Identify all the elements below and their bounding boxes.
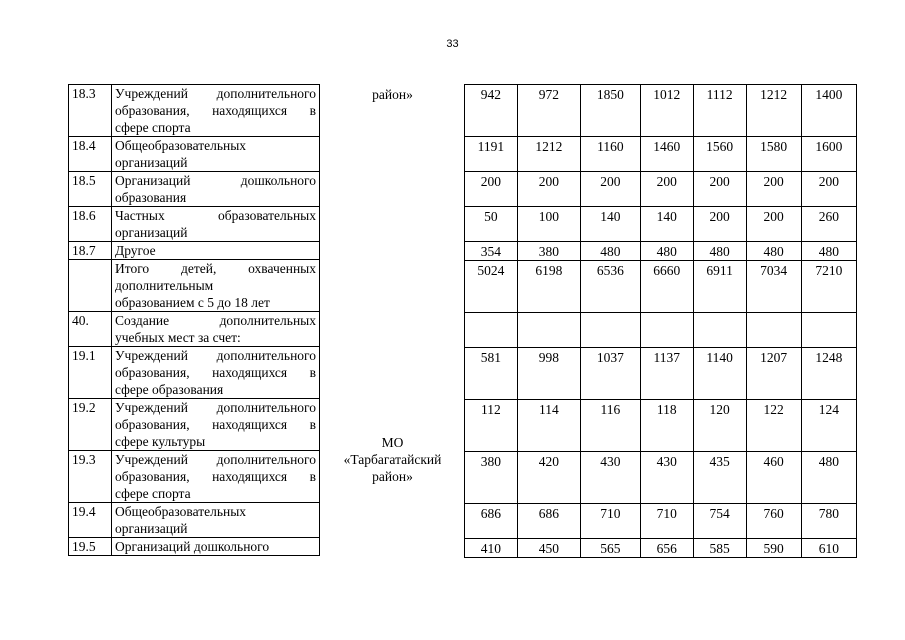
value-cell: 686 (465, 504, 518, 539)
table-row (69, 538, 320, 556)
municipality-name (320, 434, 465, 485)
description-line: Частных образовательных (115, 208, 316, 223)
description-line: организаций (115, 521, 188, 536)
table-row (465, 261, 857, 313)
value-cell: 1191 (465, 137, 518, 172)
table-row (465, 207, 857, 242)
value-cell: 380 (465, 452, 518, 504)
value-cell: 120 (693, 400, 746, 452)
table-row (69, 347, 320, 399)
value-cell: 610 (801, 539, 856, 558)
table-row (465, 504, 857, 539)
value-cell: 1037 (580, 348, 640, 400)
row-number (69, 260, 112, 312)
row-number: 19.3 (69, 451, 112, 503)
row-number: 18.7 (69, 242, 112, 260)
value-cell: 6536 (580, 261, 640, 313)
value-cell: 1850 (580, 85, 640, 137)
value-cell (693, 313, 746, 348)
value-cell: 50 (465, 207, 518, 242)
row-description (112, 172, 320, 207)
value-cell: 1400 (801, 85, 856, 137)
table-row (465, 172, 857, 207)
row-description (112, 503, 320, 538)
row-number: 19.1 (69, 347, 112, 399)
value-cell: 710 (580, 504, 640, 539)
value-cell: 754 (693, 504, 746, 539)
value-cell: 1160 (580, 137, 640, 172)
value-cell: 1460 (640, 137, 693, 172)
description-line: Учреждений дополнительного (115, 452, 316, 467)
value-cell: 480 (580, 242, 640, 261)
description-line: Организаций дошкольного (115, 173, 316, 188)
value-cell: 380 (517, 242, 580, 261)
table-row (69, 242, 320, 260)
municipality-line: район» (372, 469, 413, 484)
row-number: 18.3 (69, 85, 112, 137)
value-cell (517, 313, 580, 348)
table-row (465, 452, 857, 504)
page-number: 33 (446, 38, 459, 50)
description-line: Общеобразовательных (115, 504, 247, 519)
row-number: 40. (69, 312, 112, 347)
table-row (465, 85, 857, 137)
description-line: сфере образования (115, 382, 224, 397)
table-row (69, 312, 320, 347)
table-row (465, 400, 857, 452)
value-cell: 122 (746, 400, 801, 452)
value-cell: 6198 (517, 261, 580, 313)
value-cell: 140 (580, 207, 640, 242)
value-cell: 200 (640, 172, 693, 207)
value-cell: 200 (580, 172, 640, 207)
description-line: Общеобразовательных (115, 138, 247, 153)
value-cell: 6660 (640, 261, 693, 313)
value-cell: 112 (465, 400, 518, 452)
value-cell: 200 (517, 172, 580, 207)
value-cell: 1580 (746, 137, 801, 172)
description-line: образованием с 5 до 18 лет (115, 295, 270, 310)
row-number: 19.4 (69, 503, 112, 538)
value-cell: 6911 (693, 261, 746, 313)
value-cell: 200 (746, 172, 801, 207)
value-cell: 100 (517, 207, 580, 242)
table-row (465, 242, 857, 261)
value-cell: 114 (517, 400, 580, 452)
value-cell (640, 313, 693, 348)
value-cell: 780 (801, 504, 856, 539)
municipality-line: «Тарбагатайский (343, 452, 442, 467)
row-number: 18.5 (69, 172, 112, 207)
row-description (112, 85, 320, 137)
row-description (112, 260, 320, 312)
value-cell: 354 (465, 242, 518, 261)
table-row (465, 137, 857, 172)
description-line: образования, находящихся в (115, 103, 316, 118)
value-cell: 686 (517, 504, 580, 539)
value-cell: 1140 (693, 348, 746, 400)
table-row (69, 137, 320, 172)
description-line: Создание дополнительных (115, 313, 316, 328)
value-cell: 5024 (465, 261, 518, 313)
description-line: сфере культуры (115, 434, 206, 449)
municipality-line: МО (381, 435, 404, 450)
value-cell: 200 (465, 172, 518, 207)
value-cell: 410 (465, 539, 518, 558)
row-description (112, 538, 320, 556)
row-number: 18.6 (69, 207, 112, 242)
row-number: 19.2 (69, 399, 112, 451)
value-cell: 1212 (517, 137, 580, 172)
row-number: 18.4 (69, 137, 112, 172)
value-cell (580, 313, 640, 348)
description-line: Организаций дошкольного (115, 539, 270, 554)
description-line: Другое (115, 243, 156, 258)
description-line: сфере спорта (115, 120, 191, 135)
value-cell: 450 (517, 539, 580, 558)
value-cell: 1137 (640, 348, 693, 400)
value-cell: 1600 (801, 137, 856, 172)
value-cell: 656 (640, 539, 693, 558)
municipality-column (320, 84, 465, 558)
value-cell: 1212 (746, 85, 801, 137)
row-description (112, 347, 320, 399)
value-cell: 7034 (746, 261, 801, 313)
municipality-continued: район» (372, 87, 413, 102)
row-description (112, 242, 320, 260)
table-row (69, 451, 320, 503)
table-row (69, 85, 320, 137)
value-cell: 942 (465, 85, 518, 137)
description-line: Учреждений дополнительного (115, 400, 316, 415)
value-cell: 1012 (640, 85, 693, 137)
value-cell: 565 (580, 539, 640, 558)
value-cell: 430 (580, 452, 640, 504)
value-cell: 7210 (801, 261, 856, 313)
value-cell (801, 313, 856, 348)
value-cell: 124 (801, 400, 856, 452)
value-cell: 435 (693, 452, 746, 504)
value-cell: 480 (746, 242, 801, 261)
value-cell: 760 (746, 504, 801, 539)
value-cell: 1112 (693, 85, 746, 137)
items-table-left (68, 84, 320, 556)
value-cell: 1248 (801, 348, 856, 400)
value-cell: 200 (693, 207, 746, 242)
value-cell: 140 (640, 207, 693, 242)
table-row (465, 348, 857, 400)
row-description (112, 137, 320, 172)
row-description (112, 451, 320, 503)
table-row (465, 313, 857, 348)
description-line: дополнительным (115, 278, 214, 293)
table-row (69, 399, 320, 451)
description-line: Итого детей, охваченных (115, 261, 316, 276)
description-line: образования, находящихся в (115, 365, 316, 380)
row-number: 19.5 (69, 538, 112, 556)
table-row (69, 172, 320, 207)
value-cell: 1560 (693, 137, 746, 172)
value-cell: 260 (801, 207, 856, 242)
description-line: образования (115, 190, 187, 205)
description-line: образования, находящихся в (115, 417, 316, 432)
value-cell: 581 (465, 348, 518, 400)
value-cell: 480 (693, 242, 746, 261)
table-row (69, 260, 320, 312)
description-line: сфере спорта (115, 486, 191, 501)
value-cell: 585 (693, 539, 746, 558)
table-row (69, 207, 320, 242)
description-line: образования, находящихся в (115, 469, 316, 484)
table-row (69, 503, 320, 538)
value-cell: 590 (746, 539, 801, 558)
row-description (112, 312, 320, 347)
value-cell: 430 (640, 452, 693, 504)
description-line: Учреждений дополнительного (115, 86, 316, 101)
value-cell: 710 (640, 504, 693, 539)
description-line: Учреждений дополнительного (115, 348, 316, 363)
value-cell (465, 313, 518, 348)
value-cell (746, 313, 801, 348)
value-cell: 1207 (746, 348, 801, 400)
values-table (464, 84, 857, 558)
value-cell: 460 (746, 452, 801, 504)
value-cell: 972 (517, 85, 580, 137)
description-line: учебных мест за счет: (115, 330, 241, 345)
description-line: организаций (115, 225, 188, 240)
row-description (112, 399, 320, 451)
value-cell: 998 (517, 348, 580, 400)
value-cell: 200 (801, 172, 856, 207)
value-cell: 480 (801, 452, 856, 504)
value-cell: 420 (517, 452, 580, 504)
row-description (112, 207, 320, 242)
value-cell: 480 (640, 242, 693, 261)
value-cell: 118 (640, 400, 693, 452)
value-cell: 116 (580, 400, 640, 452)
description-line: организаций (115, 155, 188, 170)
value-cell: 200 (746, 207, 801, 242)
value-cell: 480 (801, 242, 856, 261)
table-row (465, 539, 857, 558)
value-cell: 200 (693, 172, 746, 207)
